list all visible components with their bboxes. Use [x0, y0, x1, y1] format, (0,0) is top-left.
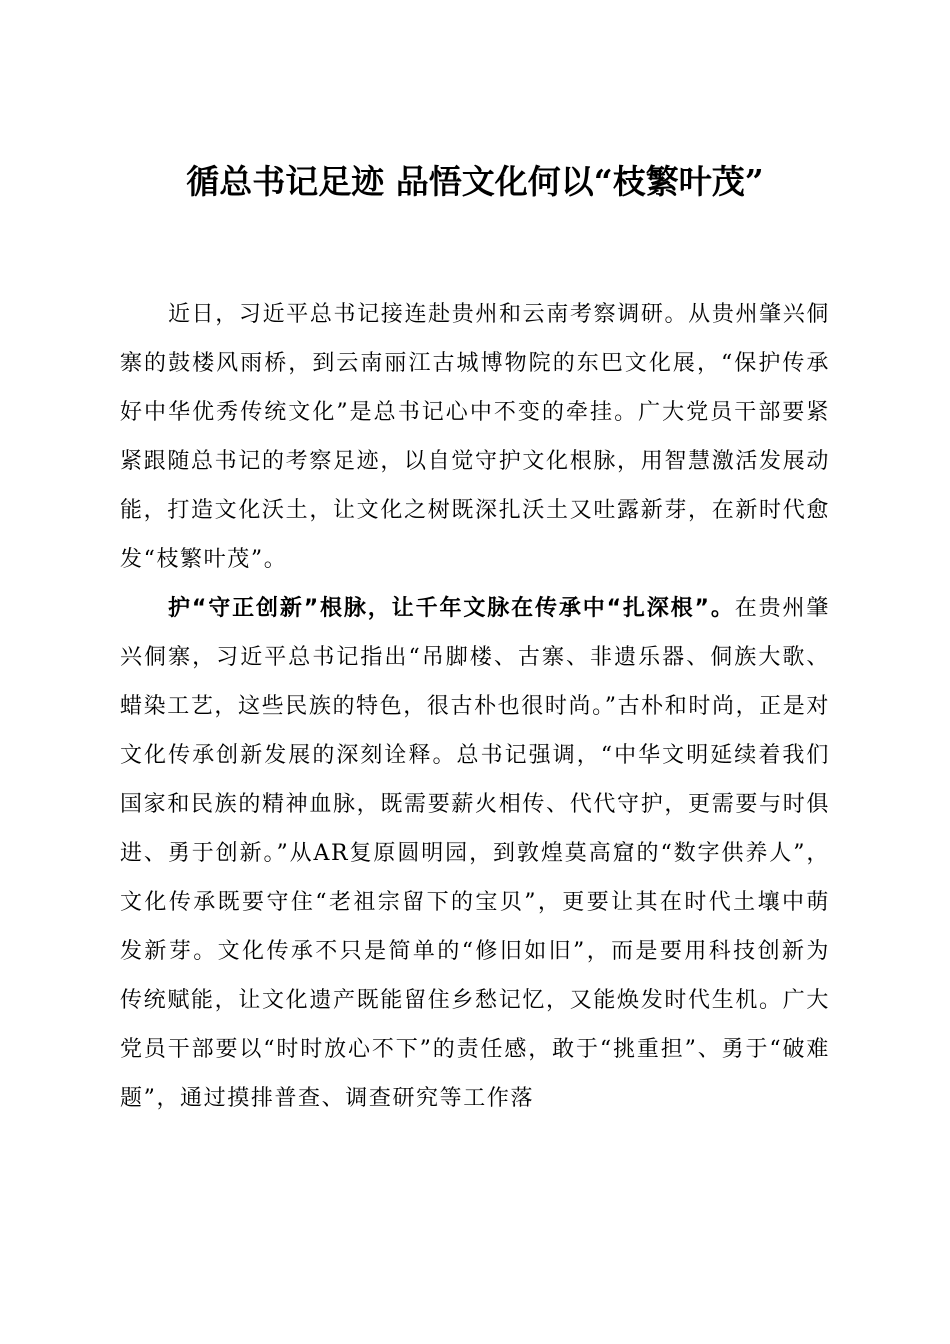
- document-body: [120, 290, 830, 1123]
- paragraph-heritage: [120, 584, 830, 1123]
- paragraph-lead: 护“守正创新”根脉，让千年文脉在传承中“扎深根”。: [168, 596, 735, 621]
- paragraph-text: 在贵州肇兴侗寨，习近平总书记指出“吊脚楼、古寨、非遗乐器、侗族大歌、蜡染工艺，这些民族的特色，很古朴也很时尚。”古朴和时尚，正是对文化传承创新发展的深刻诠释。总书记强调，“中华文明延续着我们国家和民族的精神血脉，既需要薪火相传、代代守护，更需要与时俱进、勇于创新。”从AR复原圆明园，到敦煌莫高窟的“数字供养人”，文化传承既要守住“老祖宗留下的宝贝”，更要让其在时代土壤中萌发新芽。文化传承不只是简单的“修旧如旧”，而是要用科技创新为传统赋能，让文化遗产既能留住乡愁记忆，又能焕发时代生机。广大党员干部要以“时时放心不下”的责任感，敢于“挑重担”、勇于“破难题”，通过摸排普查、调查研究等工作落: [120, 596, 830, 1111]
- paragraph-text: 近日，习近平总书记接连赴贵州和云南考察调研。从贵州肇兴侗寨的鼓楼风雨桥，到云南丽江古城博物院的东巴文化展，“保护传承好中华优秀传统文化”是总书记心中不变的牵挂。广大党员干部要紧紧跟随总书记的考察足迹，以自觉守护文化根脉，用智慧激活发展动能，打造文化沃土，让文化之树既深扎沃土又吐露新芽，在新时代愈发“枝繁叶茂”。: [120, 302, 830, 572]
- document-title: 循总书记足迹 品悟文化何以“枝繁叶茂”: [186, 162, 764, 201]
- paragraph-intro: [120, 290, 830, 584]
